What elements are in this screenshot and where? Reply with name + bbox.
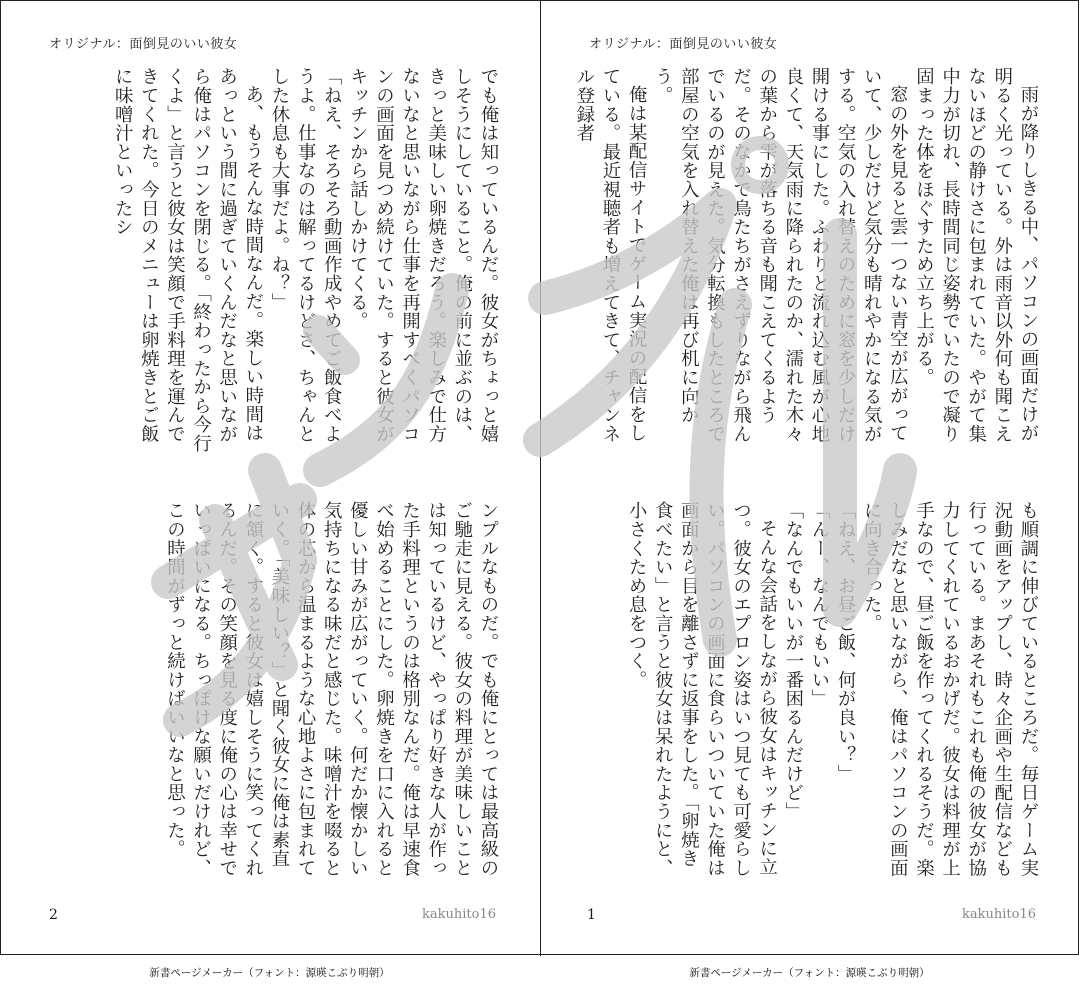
- text-block-bottom: [43, 501, 501, 883]
- footer-caption: 新書ページメーカー（フォント：源暎こぶり明朝）: [149, 967, 390, 979]
- text-block-top: [573, 67, 1041, 457]
- paragraph: 「なんでもいいが一番困るんだけど」: [782, 501, 804, 821]
- paragraph: 俺は某配信サイトでゲーム実況の配信をしている。最近視聴者も増えてきて、チャンネル登録者: [573, 67, 648, 443]
- author-signature: kakuhito16: [421, 907, 496, 922]
- paragraph: 「ねえ、そろそろ動画作成やめてご飯食べようよ。仕事なのは解ってるけどさ、ちゃんとした休息も大事だよ。ね？」: [269, 67, 343, 443]
- page-header: オリジナル：面倒見のいい彼女: [589, 37, 778, 52]
- right-page: [541, 1, 1080, 956]
- left-page: [1, 1, 540, 956]
- page-number: 1: [587, 907, 596, 923]
- page-header: オリジナル：面倒見のいい彼女: [49, 37, 238, 52]
- footer-caption: 新書ページメーカー（フォント：源暎こぶり明朝）: [689, 967, 930, 979]
- author-signature: kakuhito16: [961, 907, 1036, 922]
- paragraph: ンプルなものだ。でも俺にとっては最高級のご馳走に見える。彼女の料理が美味しいことは知っているけど、やっぱり好きな人が作った手料理というのは格別なんだ。俺は早速食べ始めることにした。卵焼きを口に入れると優しい甘みが広がっていく。何だか懐かしい気持ちになる味だと感じた。味噌汁を啜ると体の芯から温まるような心地よさに包まれていく。「美味しい？」と聞く彼女に俺は素直に頷く。すると彼女は嬉しそうに笑ってくれるんだ。その笑顔を見る度に俺の心は幸せでいっぱいになる。ちっぽけな願いだけれど、この時間がずっと続けばいいなと思った。: [164, 501, 499, 877]
- text-block-top: [43, 67, 501, 457]
- paragraph: あ、もうそんな時間なんだ。楽しい時間はあっという間に過ぎていくんだなと思いながら俺はパソコンを閉じる。「終わったから今行くよ」と言うと彼女は笑顔で手料理を運んできてくれた。今日のメニューは卵焼きとご飯に味噌汁といったシ: [112, 67, 264, 453]
- paragraph: 窓の外を見ると雲一つない青空が広がっていて、少しだけど気分も晴れやかになる気がする。空気の入れ替えのために窓を少しだけ開ける事にした。ふわりと流れ込む風が心地良くて、天気雨に降られたのか、濡れた木々の葉から雫が落ちる音も聞こえてくるようだ。そのなかで鳥たちがさえずりながら飛んでいるのが見えた。気分転換もしたところで部屋の空気を入れ替えた俺は再び机に向かう。: [652, 67, 909, 443]
- paragraph: 「んー、なんでもいい」: [809, 501, 830, 708]
- paragraph: そんな会話をしながら彼女はキッチンに立つ。彼女のエプロン姿はいつ見ても可愛らしい。パソコンの画面に食らいついていた俺は画面から目を離さずに返事をした。「卵焼き食べたい」と言うと彼女は呆れたようにと、小さくため息をつく。: [626, 501, 778, 877]
- paragraph: でも俺は知っているんだ。彼女がちょっと嬉しそうにしていること。俺の前に並ぶのは、きっと美味しい卵焼きだろう。楽しみで仕方ないなと思いながら仕事を再開すべくパソコンの画面を見つめ続けていた。すると彼女がキッチンから話しかけてくる。: [347, 67, 499, 443]
- paragraph: 雨が降りしきる中、パソコンの画面だけが明るく光っている。外は雨音以外何も聞こえないほどの静けさに包まれていた。やがて集中力が切れ、長時間同じ姿勢でいたので凝り固まった体をほぐすため立ち上がる。: [913, 67, 1039, 443]
- paragraph: 「ねえ、お昼ご飯、何が良い？」: [835, 501, 857, 783]
- paragraph: も順調に伸びているところだ。毎日ゲーム実況動画をアップし、時々企画や生配信なども行っている。まあそれもこれも俺の彼女が協力してくれているおかげだ。彼女は料理が上手なので、昼ご飯を作ってくれるそうだ。楽しみだなと思いながら、俺はパソコンの画面に向き合った。: [861, 501, 1039, 877]
- text-block-bottom: [583, 501, 1041, 883]
- page-number: 2: [49, 907, 58, 923]
